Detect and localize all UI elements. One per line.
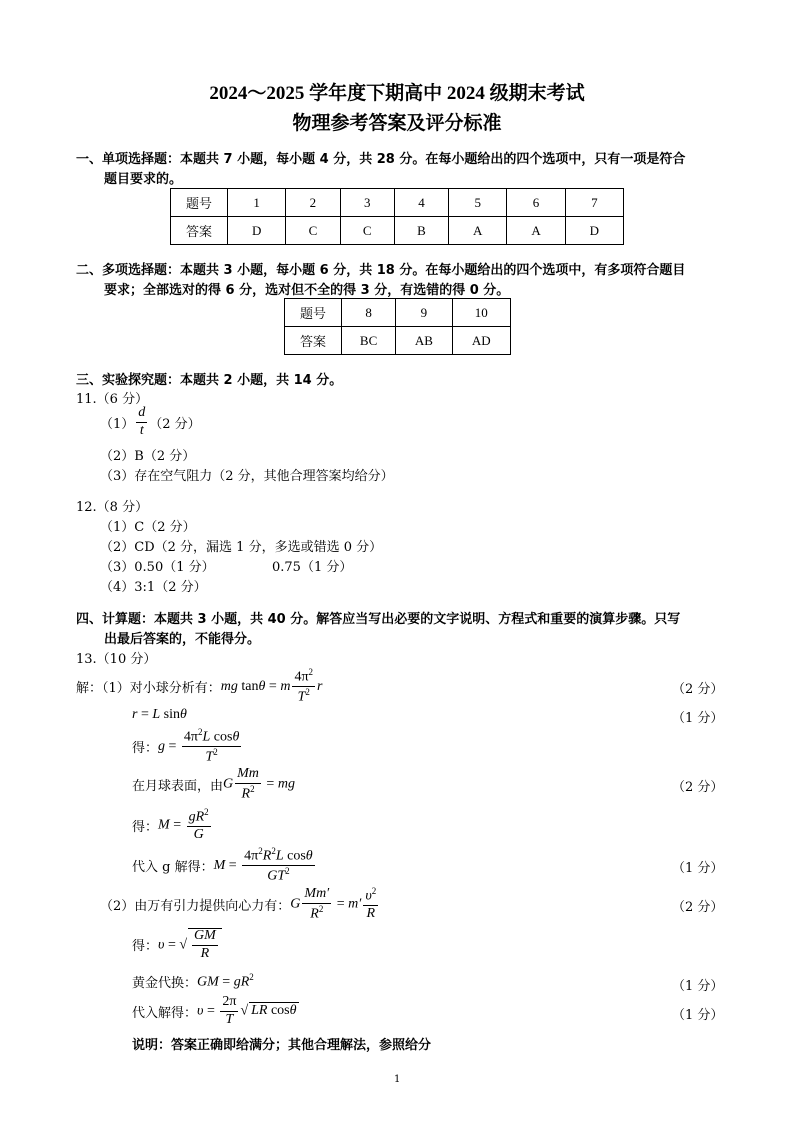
q13-line8-prefix: 得： [132,939,159,955]
equation-radius: r = L sinθ [132,707,187,722]
section3-heading: 三、实验探究题：本题共 2 小题，共 14 分。 [76,373,343,388]
table-row [285,299,511,327]
equation-golden-substitution: GM = $gR^2$ [197,972,254,990]
q13-line3 [132,728,243,766]
q13-line6 [132,847,317,885]
answer-key-title: 物理参考答案及评分标准 [292,113,502,134]
section2-heading-cont: 要求；全部选对的得 6 分，选对但不全的得 3 分，有选错的得 0 分。 [104,283,510,298]
q13-line1 [76,668,322,706]
equation-g: g = $\frac{4\pi^2L \cos\theta}{T^2}$ [158,727,240,765]
answer-cell: A [507,217,565,245]
fraction-denominator: t [139,422,144,438]
q11-part3: （3）存在空气阻力（2 分，其他合理答案均给分） [100,469,394,484]
answer-cell: C [340,217,394,245]
q13-line10-score: （1 分） [672,1008,724,1023]
page-number: 1 [394,1074,401,1085]
fraction-numerator: d [136,406,147,423]
table-row [285,327,511,355]
q13-line7-score: （2 分） [672,900,724,915]
question-number: 4 [394,189,448,217]
question-number: 5 [449,189,507,217]
row-label: 题号 [285,299,342,327]
q13-line9-prefix: 黄金代换： [132,976,198,991]
answer-cell: BC [342,327,396,355]
q13-line3-prefix: 得： [132,741,159,757]
equation-surface-gravity: G $\frac{Mm}{R^2}$ = mg [223,766,295,802]
q12-part3a: （3）0.50（1 分） [100,560,215,575]
answer-cell: B [394,217,448,245]
equation-force-analysis: mg tanθ = m $\frac{4\pi^2}{T^2}$ r [220,667,323,705]
equation-velocity: υ = √ $\frac{GM}{R}$ [158,928,222,961]
q13-line4-score: （2 分） [672,780,724,795]
answer-cell: A [449,217,507,245]
q11-part2: （2）B（2 分） [100,449,196,464]
section4-heading-cont: 出最后答案的，不能得分。 [104,632,261,647]
section2-heading: 二、多项选择题：本题共 3 小题，每小题 6 分，共 18 分。在每小题给出的四个选项中，有多项符合题目 [76,263,686,278]
question-number: 9 [396,299,452,327]
q13-line9-score: （1 分） [672,979,724,994]
q13-line4-prefix: 在月球表面，由 [132,779,224,795]
row-label: 题号 [171,189,228,217]
answer-cell: D [228,217,286,245]
answer-cell: C [286,217,340,245]
section1-heading: 一、单项选择题：本题共 7 小题，每小题 4 分，共 28 分。在每小题给出的四个选项中，只有一项是符合 [76,152,686,167]
q13-line6-score: （1 分） [672,861,724,876]
q13-line7 [100,887,380,922]
q11-heading: 11.（6 分） [76,392,149,407]
q11-part1 [100,406,201,438]
row-label: 答案 [285,327,342,355]
answer-cell: D [565,217,623,245]
question-number: 6 [507,189,565,217]
question-number: 1 [228,189,286,217]
grading-note: 说明：答案正确即给满分；其他合理解法，参照给分 [132,1038,432,1053]
row-label: 答案 [171,217,228,245]
question-number: 8 [342,299,396,327]
q12-part2: （2）CD（2 分，漏选 1 分，多选或错选 0 分） [100,540,383,555]
q13-line1-prefix: 解：（1）对小球分析有： [76,681,221,697]
question-number: 10 [452,299,510,327]
multi-choice-table [284,298,511,355]
q13-line5 [132,808,213,843]
equation-centripetal: G $\frac{Mm'}{R^2}$ = m′ $\frac{\upsilon^2}{R}$ [290,886,377,922]
table-row [171,189,624,217]
answer-cell: AB [396,327,452,355]
q12-part1: （1）C（2 分） [100,520,196,535]
d-over-t-fraction [136,406,147,438]
table-row [171,217,624,245]
q13-line4 [132,767,295,802]
q13-line1-score: （2 分） [672,682,724,697]
question-number: 7 [565,189,623,217]
answer-cell: AD [452,327,510,355]
q12-part4: （4）3:1（2 分） [100,580,207,595]
section1-heading-cont: 题目要求的。 [104,172,183,187]
exam-title: 2024～2025 学年度下期高中 2024 级期末考试 [209,83,585,104]
q11-part1-label: （1） [100,416,135,432]
q12-heading: 12.（8 分） [76,500,149,515]
q13-line10 [132,995,299,1027]
equation-mass-result: M = $\frac{4\pi^2R^2L \cos\theta}{GT^2}$ [213,846,313,884]
question-number: 2 [286,189,340,217]
q13-line8 [132,928,222,961]
q13-line5-prefix: 得： [132,820,159,836]
equation-velocity-result: υ = $\frac{2\pi}{T}$ √ LR cosθ [197,994,297,1027]
q11-part1-score: （2 分） [149,416,201,432]
q13-heading: 13.（10 分） [76,652,157,667]
q13-line7-prefix: （2）由万有引力提供向心力有： [100,899,291,915]
q13-line6-prefix: 代入 g 解得： [132,860,214,876]
q12-part3b: 0.75（1 分） [272,560,353,575]
question-number: 3 [340,189,394,217]
q13-line9 [132,972,254,991]
section4-heading: 四、计算题：本题共 3 小题，共 40 分。解答应当写出必要的文字说明、方程式和重要的演算步骤。只写 [76,612,681,627]
q13-line2-score: （1 分） [672,711,724,726]
q13-line10-prefix: 代入解得： [132,1005,198,1021]
equation-mass: M = $\frac{gR^2}{G}$ [158,807,209,843]
single-choice-table [170,188,624,245]
